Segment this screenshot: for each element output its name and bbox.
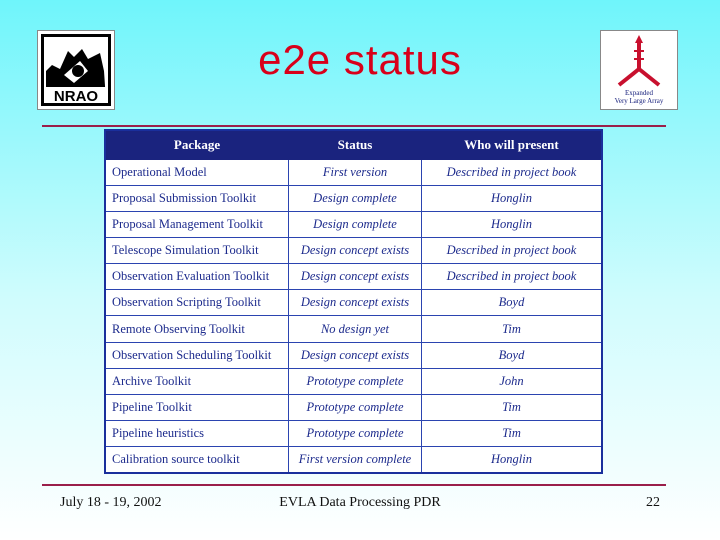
cell-status: First version complete	[289, 446, 422, 473]
cell-status: Prototype complete	[289, 420, 422, 446]
cell-who: Described in project book	[422, 264, 603, 290]
cell-who: Boyd	[422, 342, 603, 368]
cell-package: Archive Toolkit	[105, 368, 289, 394]
cell-status: Design complete	[289, 212, 422, 238]
evla-logo-line2: Very Large Array	[614, 97, 664, 105]
header-status: Status	[289, 130, 422, 160]
table-header-row	[105, 130, 602, 160]
cell-who: Described in project book	[422, 160, 603, 186]
cell-who: Honglin	[422, 446, 603, 473]
cell-package: Pipeline heuristics	[105, 420, 289, 446]
table-row	[105, 342, 602, 368]
cell-who: Described in project book	[422, 238, 603, 264]
table-row	[105, 238, 602, 264]
table-row	[105, 212, 602, 238]
cell-status: Design concept exists	[289, 290, 422, 316]
cell-status: Prototype complete	[289, 368, 422, 394]
cell-who: John	[422, 368, 603, 394]
nrao-logo-text: NRAO	[53, 88, 99, 105]
evla-logo-graphic	[601, 31, 677, 109]
cell-who: Tim	[422, 394, 603, 420]
bottom-divider	[42, 484, 666, 486]
evla-logo	[600, 30, 678, 110]
table-row	[105, 446, 602, 473]
footer-page-number: 22	[646, 495, 660, 510]
cell-package: Proposal Management Toolkit	[105, 212, 289, 238]
header-package: Package	[105, 130, 289, 160]
cell-package: Calibration source toolkit	[105, 446, 289, 473]
table-row	[105, 368, 602, 394]
cell-who: Boyd	[422, 290, 603, 316]
cell-status: Prototype complete	[289, 394, 422, 420]
cell-who: Honglin	[422, 212, 603, 238]
cell-status: Design concept exists	[289, 238, 422, 264]
page-title: e2e status	[258, 36, 462, 83]
table-row	[105, 160, 602, 186]
cell-status: Design concept exists	[289, 342, 422, 368]
cell-who: Tim	[422, 316, 603, 342]
cell-status: Design concept exists	[289, 264, 422, 290]
table-row	[105, 420, 602, 446]
cell-package: Observation Scheduling Toolkit	[105, 342, 289, 368]
table-row	[105, 264, 602, 290]
cell-package: Observation Evaluation Toolkit	[105, 264, 289, 290]
cell-package: Operational Model	[105, 160, 289, 186]
footer-event: EVLA Data Processing PDR	[279, 495, 441, 510]
table-row	[105, 394, 602, 420]
cell-status: Design complete	[289, 186, 422, 212]
cell-package: Proposal Submission Toolkit	[105, 186, 289, 212]
cell-package: Observation Scripting Toolkit	[105, 290, 289, 316]
header-who: Who will present	[422, 130, 603, 160]
table-row	[105, 186, 602, 212]
footer-date: July 18 - 19, 2002	[60, 495, 162, 510]
cell-package: Telescope Simulation Toolkit	[105, 238, 289, 264]
top-divider	[42, 125, 666, 127]
status-table	[104, 129, 603, 474]
cell-package: Pipeline Toolkit	[105, 394, 289, 420]
table-row	[105, 290, 602, 316]
cell-status: First version	[289, 160, 422, 186]
table-row	[105, 316, 602, 342]
cell-status: No design yet	[289, 316, 422, 342]
evla-logo-line1: Expanded	[625, 89, 653, 97]
cell-who: Tim	[422, 420, 603, 446]
cell-who: Honglin	[422, 186, 603, 212]
cell-package: Remote Observing Toolkit	[105, 316, 289, 342]
